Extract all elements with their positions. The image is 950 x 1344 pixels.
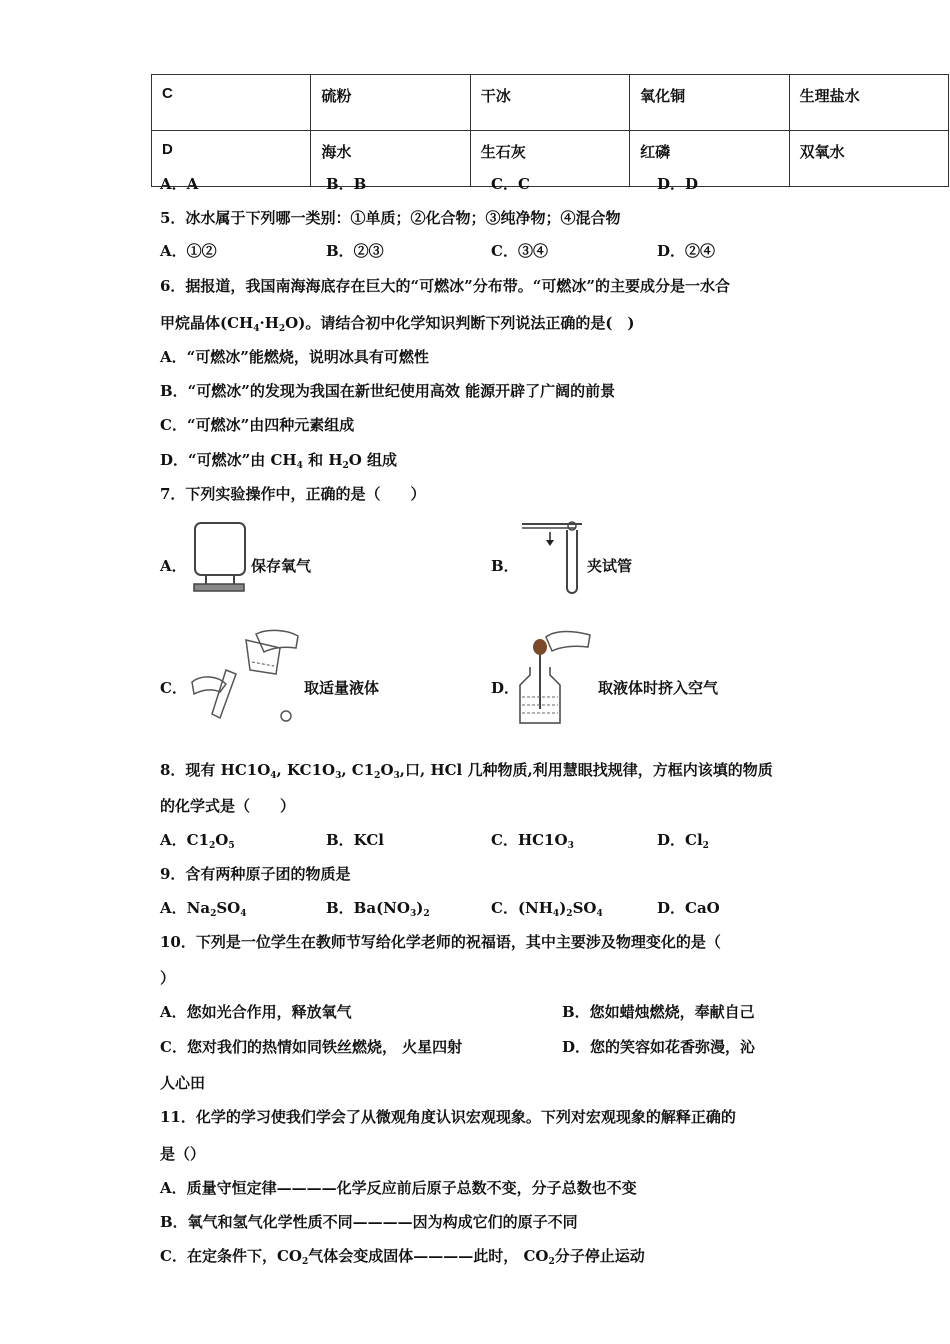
q10-option-b: B．您如蜡烛燃烧，奉献自己 [562,1003,755,1021]
text-segment: D．Cl [657,831,703,849]
q10-option-c: C．您对我们的热情如同铁丝燃烧， 火星四射 [160,1038,463,1056]
text-segment: ) [559,899,567,917]
subscript: 2 [374,771,381,781]
subscript: 4 [270,771,277,781]
subscript: 2 [702,841,709,851]
table-cell: 生石灰 [470,131,629,187]
q9-option-a [160,898,247,924]
q5-option-d: D．②④ [657,242,716,260]
table-cell: 氧化铜 [630,75,789,131]
q11-stem-line2: 是（） [160,1145,206,1163]
table-cell: 干冰 [470,75,629,131]
dropper-in-bottle-figure [516,627,594,725]
q6-option-b: B．“可燃冰”的发现为我国在新世纪使用高效 能源开辟了广阔的前景 [160,382,616,400]
text-segment: ,口, HCl 几种物质,利用慧眼找规律，方框内该填的物质 [399,761,773,779]
q5-stem: 5．冰水属于下列哪一类别：①单质；②化合物；③纯净物；④混合物 [160,209,621,227]
text-segment: A．C1 [160,831,210,849]
q9-option-c [491,898,603,924]
q9-stem: 9．含有两种原子团的物质是 [160,865,351,883]
q7-option-d-text: 取液体时挤入空气 [598,679,719,697]
table-cell: 生理盐水 [789,75,948,131]
text-segment: O [215,831,229,849]
q6-option-c: C．“可燃冰”由四种元素组成 [160,416,355,434]
q6-stem-line2 [160,313,635,339]
answer-table [151,74,949,187]
subscript: 2 [301,1257,309,1267]
subscript: 2 [342,461,349,471]
q5-option-b: B．②③ [326,242,384,260]
subscript: 3 [567,841,574,851]
q4-option-d: D．D [657,175,699,193]
table-cell: 红磷 [630,131,789,187]
text-segment: 分子停止运动 [554,1247,645,1265]
q8-option-a [160,830,235,856]
text-segment: C．HC1O [491,831,568,849]
q11-option-a: A．质量守恒定律————化学反应前后原子总数不变，分子总数也不变 [160,1179,637,1197]
q8-option-c [491,830,574,856]
subscript: 4 [552,909,560,919]
q9-option-d: D．CaO [657,899,720,917]
table-row [152,75,949,131]
text-segment: B．Ba(NO [326,899,410,917]
q6-option-a: A．“可燃冰”能燃烧，说明冰具有可燃性 [160,348,429,366]
subscript: 2 [548,1257,555,1267]
q6-option-d [160,450,397,476]
text-segment: 气体会变成固体————此时， CO [308,1247,549,1265]
text-segment: D．“可燃冰”由 CH [160,451,297,469]
text-segment: SO [572,899,597,917]
subscript: 4 [240,909,247,919]
subscript: 3 [335,771,342,781]
subscript: 3 [393,771,400,781]
text-segment: C．(NH [491,899,553,917]
q6-stem-line1: 6．据报道，我国南海海底存在巨大的“可燃冰”分布带。“可燃冰”的主要成分是一水合 [160,277,730,295]
table-row [152,131,949,187]
text-segment: ) [416,899,424,917]
q8-stem-line2: 的化学式是（ ） [160,797,296,815]
text-segment: C．在定条件下，CO [160,1247,302,1265]
q4-option-a: A．A [160,175,199,193]
text-segment: A．Na [160,899,211,917]
gas-jar-upside-down-figure [192,521,247,595]
q5-option-c: C．③④ [491,242,548,260]
q7-option-a-letter: A． [160,557,187,575]
text-segment: , C1 [341,761,375,779]
q4-option-c: C．C [491,175,530,193]
table-cell-letter: D [152,131,311,187]
subscript: 4 [253,324,260,334]
q11-option-b: B．氧气和氢气化学性质不同————因为构成它们的原子不同 [160,1213,578,1231]
subscript: 4 [296,461,303,471]
q7-option-b-letter: B． [491,557,519,575]
table-cell: 海水 [311,131,470,187]
text-segment: O [380,761,394,779]
q8-stem-line1 [160,760,773,786]
text-segment: 8．现有 HC1O [160,761,271,779]
q7-option-a-text: 保存氧气 [251,557,312,575]
subscript: 4 [596,909,603,919]
text-segment: 甲烷晶体(CH [160,314,254,332]
q7-option-c-text: 取适量液体 [304,679,380,697]
subscript: 3 [409,909,417,919]
text-segment: 和 H [302,451,343,469]
q11-stem-line1: 11．化学的学习使我们学会了从微观角度认识宏观现象。下列对宏观现象的解释正确的 [160,1108,736,1126]
q7-option-d-letter: D． [491,679,520,697]
subscript: 2 [210,909,217,919]
subscript: 2 [566,909,573,919]
q8-option-d [657,830,709,856]
text-segment: O)。请结合初中化学知识判断下列说法正确的是( ) [285,314,635,332]
test-tube-clamp-figure [520,516,586,598]
q10-option-a: A．您如光合作用，释放氧气 [160,1003,352,1021]
subscript: 2 [209,841,216,851]
subscript: 2 [278,324,286,334]
q5-option-a: A．①② [160,242,217,260]
text-segment: SO [216,899,241,917]
q10-stem-line1: 10．下列是一位学生在教师节写给化学老师的祝福语，其中主要涉及物理变化的是（ [160,933,721,951]
q9-option-b [326,898,430,924]
table-cell: 双氧水 [789,131,948,187]
subscript: 5 [228,841,235,851]
q4-option-b: B．B [326,175,367,193]
q10-option-d-continued: 人心田 [160,1074,206,1092]
text-segment: ·H [259,314,279,332]
pouring-liquid-figure [188,626,304,724]
subscript: 2 [423,909,430,919]
q10-stem-line2: ） [160,969,176,987]
table-cell: 硫粉 [311,75,470,131]
q11-option-c [160,1246,645,1272]
q8-option-b: B．KCl [326,831,384,849]
table-cell-letter: C [152,75,311,131]
text-segment: O 组成 [348,451,398,469]
q7-option-c-letter: C． [160,679,187,697]
q7-option-b-text: 夹试管 [587,557,633,575]
q10-option-d: D．您的笑容如花香弥漫，沁 [562,1038,756,1056]
text-segment: , KC1O [276,761,336,779]
q7-stem: 7．下列实验操作中，正确的是（ ） [160,485,426,503]
